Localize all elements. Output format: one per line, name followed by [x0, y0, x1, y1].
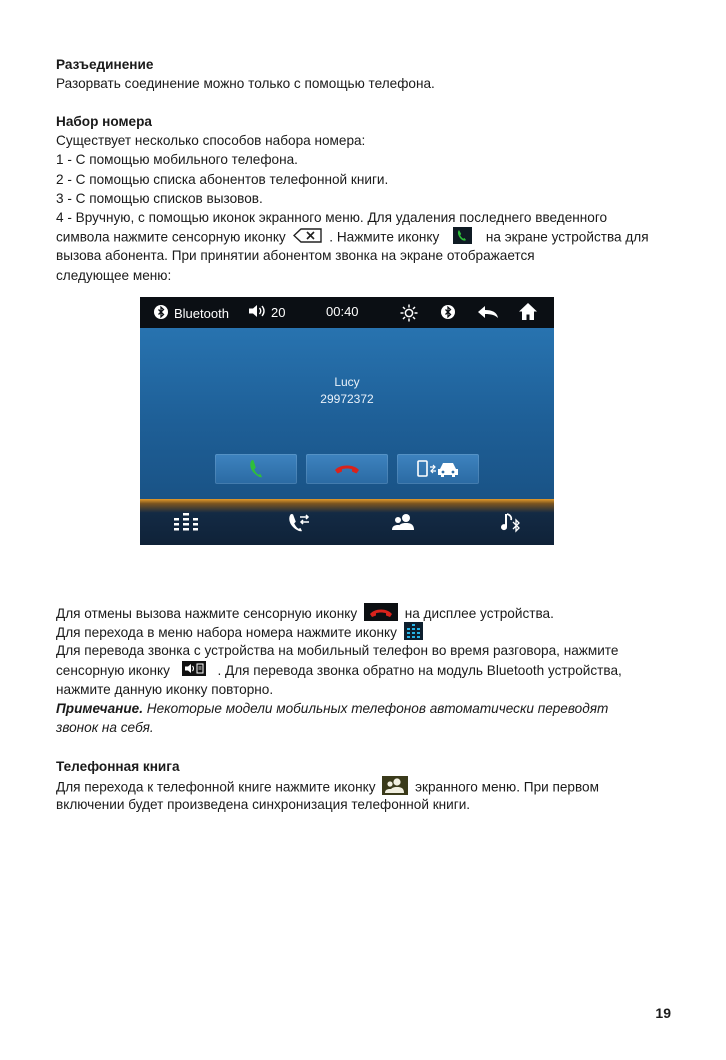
brightness-icon[interactable] [400, 304, 418, 322]
transfer-call-text-end: . Для перевода звонка обратно на модуль Bluetooth устройства, [217, 662, 622, 678]
section-disconnect [56, 55, 681, 93]
phonebook-text-end: экранного меню. При первом [415, 779, 599, 795]
caller-number: 29972372 [320, 392, 374, 406]
section-phonebook [56, 757, 681, 815]
dialing-line-4: 3 - С помощью списков вызовов. [56, 190, 263, 206]
bluetooth-icon [154, 304, 168, 323]
status-bar [140, 297, 554, 328]
dialpad-icon[interactable] [174, 513, 198, 536]
dialing-line-8: следующее меню: [56, 267, 172, 283]
bluetooth-menu-icon[interactable] [441, 304, 455, 320]
dialpad-menu-line [56, 622, 681, 641]
cancel-call-text: Для отмены вызова нажмите сенсорную иконку [56, 606, 358, 622]
phonebook-text: Для перехода к телефонной книге нажмите иконку [56, 779, 376, 795]
heading-dialing: Набор номера [56, 114, 152, 129]
dialing-line-1: Существует несколько способов набора номера: [56, 133, 366, 149]
music-icon[interactable] [500, 513, 522, 538]
call-history-icon[interactable] [288, 513, 310, 538]
note-label: Примечание. [56, 700, 143, 716]
phonebook-line-1 [56, 776, 681, 795]
dialing-line-2: 1 - С помощью мобильного телефона. [56, 152, 298, 168]
end-call-button[interactable] [306, 454, 388, 484]
home-icon[interactable] [518, 302, 538, 321]
transfer-call-line: Для перевода звонка с устройства на мобильный телефон во время разговора, нажмите [56, 643, 619, 659]
note-line [56, 699, 681, 718]
text-disconnect: Разорвать соединение можно только с помощью телефона. [56, 76, 435, 92]
dialing-line-6-c: на экране устройства для [485, 229, 649, 245]
device-screen-screenshot [140, 297, 554, 545]
bottom-menu-bar [140, 499, 554, 545]
dialing-line-6-b: . Нажмите иконку [329, 229, 440, 245]
section-dialing [56, 112, 681, 285]
volume-status[interactable] [248, 304, 285, 321]
transfer-call-line-3: нажмите данную иконку повторно. [56, 681, 274, 697]
transfer-call-text: сенсорную иконку [56, 662, 170, 678]
transfer-to-phone-button[interactable] [397, 454, 479, 484]
cancel-call-line [56, 603, 681, 622]
clock: 00:40 [326, 304, 359, 319]
volume-level: 20 [271, 305, 286, 320]
bluetooth-label: Bluetooth [174, 306, 229, 321]
dialpad-menu-text: Для перехода в меню набора номера нажмите иконку [56, 625, 397, 641]
page-number: 19 [655, 1005, 671, 1021]
back-icon[interactable] [476, 304, 500, 320]
transfer-call-line-2 [56, 661, 681, 680]
caller-name: Lucy [334, 375, 360, 389]
note-text: Некоторые модели мобильных телефонов автоматически переводят [143, 700, 609, 716]
section-call-controls [56, 603, 681, 737]
backspace-icon [293, 228, 323, 248]
cancel-call-text-end: на дисплее устройства. [404, 606, 554, 622]
transfer-audio-icon [182, 661, 206, 681]
volume-icon [248, 304, 268, 321]
dialing-line-6 [56, 227, 681, 246]
dialing-line-7: вызова абонента. При принятии абонентом звонка на экране отображается [56, 248, 535, 264]
phonebook-line-2: включении будет произведена синхронизация телефонной книги. [56, 797, 471, 813]
bluetooth-status [154, 304, 229, 323]
heading-disconnect: Разъединение [56, 57, 154, 72]
dialing-line-6-a: символа нажмите сенсорную иконку [56, 229, 286, 245]
dialing-line-3: 2 - С помощью списка абонентов телефонной книги. [56, 171, 389, 187]
accept-call-button[interactable] [215, 454, 297, 484]
heading-phonebook: Телефонная книга [56, 759, 180, 774]
contacts-icon[interactable] [392, 513, 416, 536]
note-line-2: звонок на себя. [56, 720, 154, 736]
dialing-line-5: 4 - Вручную, с помощью иконок экранного меню. Для удаления последнего введенного [56, 209, 608, 225]
